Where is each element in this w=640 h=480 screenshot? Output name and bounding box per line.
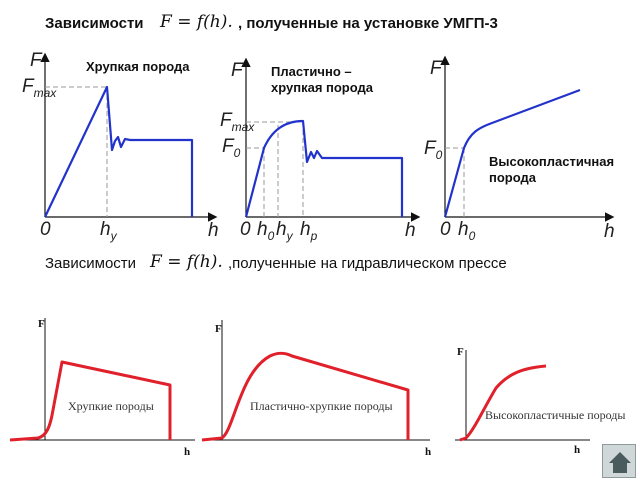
curve-plastic-brittle bbox=[246, 121, 402, 217]
top-graph2-h0-label: $h_0$ bbox=[257, 219, 275, 243]
top-graph2-x-label: h bbox=[405, 220, 416, 241]
bottom-graph-plastic-brittle bbox=[202, 320, 430, 440]
bottom-graph-brittle bbox=[10, 318, 195, 440]
top-graph3-f0-label: $F_0$ bbox=[424, 138, 443, 162]
top-graph1-hy-label: $h_y$ bbox=[100, 219, 117, 243]
bottom-graph2-title: Пластично-хрупкие породы bbox=[250, 399, 393, 413]
curve-plastic-brittle-press bbox=[202, 353, 408, 440]
header1-prefix: Зависимости bbox=[45, 15, 144, 32]
top-graph3-x-label: h bbox=[604, 221, 615, 242]
header1-formula: F = f(h). bbox=[160, 12, 233, 32]
top-graph1-x-label: h bbox=[208, 220, 219, 241]
top-graph2-y-label: F bbox=[231, 60, 243, 81]
header1-suffix: , полученные на установке УМГП-3 bbox=[238, 15, 498, 32]
top-graph1-fmax-label: $F_{max}$ bbox=[22, 76, 57, 100]
top-graph1-y-label: F bbox=[30, 50, 42, 71]
top-graph2-f0-label: $F_0$ bbox=[222, 136, 241, 160]
bottom-graph1-title: Хрупкие породы bbox=[68, 399, 154, 413]
bottom-graph3-title: Высокопластичные породы bbox=[485, 408, 626, 422]
header2-prefix: Зависимости bbox=[45, 255, 137, 272]
top-graph-brittle bbox=[45, 55, 215, 217]
bottom-graph2-y-label: F bbox=[215, 323, 222, 335]
header2-suffix: ,полученные на гидравлическом прессе bbox=[228, 255, 507, 272]
home-button[interactable] bbox=[602, 444, 636, 478]
curve-brittle bbox=[45, 87, 192, 217]
home-triangle-icon bbox=[603, 445, 637, 479]
top-graph3-title: Высокопластичная порода bbox=[489, 154, 615, 185]
top-graph3-h0-label: $h_0$ bbox=[458, 219, 476, 243]
top-graph2-hy-label: $h_y$ bbox=[276, 219, 293, 243]
bottom-graph3-x-label: h bbox=[574, 444, 581, 456]
top-graph3-y-label: F bbox=[430, 58, 442, 79]
top-graph1-title: Хрупкая порода bbox=[86, 59, 190, 74]
top-graph-high-plastic bbox=[445, 58, 615, 217]
bottom-graph3-y-label: F bbox=[457, 346, 464, 358]
top-graph2-origin: 0 bbox=[240, 219, 251, 240]
curve-high-plastic-press bbox=[460, 366, 546, 440]
top-graph2-hp-label: $h_p$ bbox=[300, 219, 318, 243]
top-graph3-origin: 0 bbox=[440, 219, 451, 240]
top-graph1-origin: 0 bbox=[40, 219, 51, 240]
top-graph2-title: Пластично – хрупкая порода bbox=[271, 64, 374, 95]
top-graph2-fmax-label: $F_{max}$ bbox=[220, 110, 255, 134]
bottom-graph1-x-label: h bbox=[184, 446, 191, 458]
bottom-graph-high-plastic bbox=[455, 350, 590, 440]
header2-formula: F = f(h). bbox=[150, 252, 223, 272]
bottom-graph2-x-label: h bbox=[425, 446, 432, 458]
bottom-graph1-y-label: F bbox=[38, 318, 45, 330]
